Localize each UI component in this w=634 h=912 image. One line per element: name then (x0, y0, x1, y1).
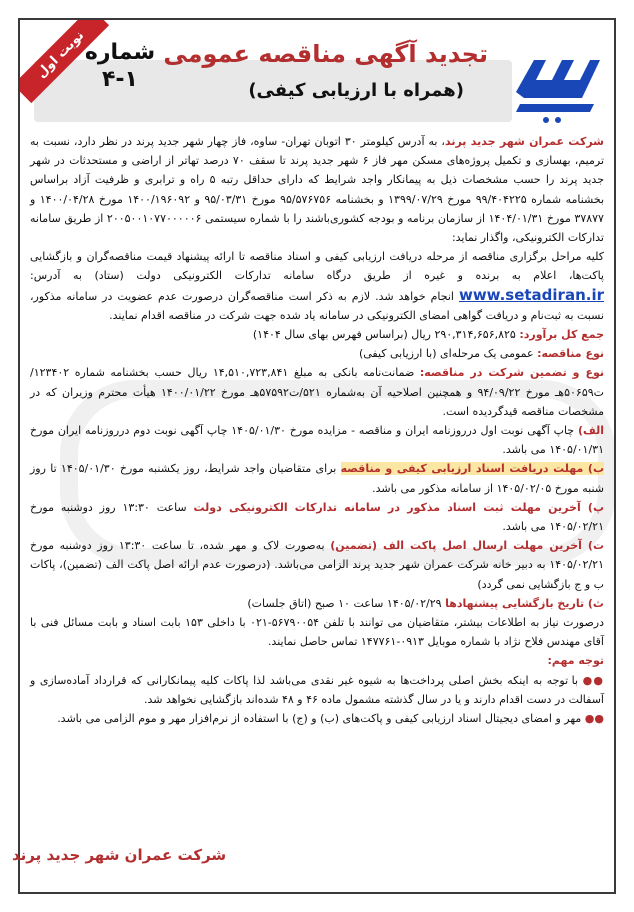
item-a-text: چاپ آگهی نوبت اول درروزنامه ایران و مناقصه - مزایده مورخ ۱۴۰۵/۰۱/۳۰ چاپ آگهی نوبت دوم درروزنامه ایران مورخ ۱۴۰۵/۰۱/۳۱ می باشد. (30, 424, 604, 457)
type-label: نوع مناقصه: (537, 347, 604, 361)
bullet-icon: ●● (584, 712, 604, 726)
number-label: شماره (84, 40, 156, 65)
signature: شرکت عمران شهر جدید پرند (12, 846, 227, 864)
estimate-label: جمع کل برآورد: (519, 328, 604, 342)
note-2-text: مهر و امضای دیجیتال اسناد ارزیابی کیفی و پاکت‌های (ب) و (ج) با استفاده از نرم‌افزار مهر و موم الزامی می باشد. (57, 712, 582, 726)
estimate-value: ۲۹۰,۳۱۴,۶۵۶,۸۲۵ ریال (براساس فهرس بهای سال ۱۴۰۴) (252, 328, 516, 342)
paragraph-intro (30, 132, 604, 247)
item-t (30, 536, 604, 594)
setad-website-link[interactable]: www.setadiran.ir (458, 285, 604, 304)
notice-number (76, 40, 164, 92)
advertisement-frame (18, 18, 616, 894)
bullet-icon: ●● (582, 673, 604, 687)
note-label: توجه مهم: (547, 654, 604, 668)
number-value: ۴-۱ (102, 67, 138, 92)
procedure-text-b: انجام خواهد شد. لازم به ذکر است مناقصه‌گران درصورت عدم عضویت در سامانه مذکور، نسبت به ثبت‌نام و دریافت گواهی امضای الکترونیکی در سامانه یاد شده جهت شرکت در مناقصه اقدام نمایند. (30, 289, 604, 322)
item-b-text: برای متقاضیان واجد شرایط، روز یکشنبه مورخ ۱۴۰۵/۰۱/۳۰ تا روز شنبه مورخ ۱۴۰۵/۰۲/۰۵ از سامانه مذکور می باشد. (30, 462, 604, 495)
page-title: تجدید آگهی مناقصه عمومی (163, 40, 488, 68)
item-a (30, 421, 604, 459)
guarantee-label: نوع و تضمین شرکت در مناقصه: (419, 366, 604, 380)
item-b-label: ب) مهلت دریافت اسناد ارزیابی کیفی و مناقصه (340, 462, 604, 476)
guarantee-value: ضمانت‌نامه بانکی به مبلغ ۱۴,۵۱۰,۷۲۳,۸۴۱ ریال حسب بخشنامه شماره ۱۲۳۴۰۲/ت۵۰۶۵۹هـ مورخ ۹۴/۰۹/۲۲ و همچنین اصلاحیه آن به‌شماره ۵۲۱/ت۵۷۵۹۲هـ مورخ ۱۴۰۰/۰۱/۲۲ هیأت محترم وزیران که در مشخصات مناقصه قیدگردیده است. (30, 366, 604, 418)
item-a-label: الف) (577, 424, 604, 438)
item-p (30, 498, 604, 536)
item-th-label: ث) تاریخ بازگشایی پیشنهادها (445, 596, 604, 610)
ribbon-first-print: نوبت اول (18, 18, 109, 103)
header (20, 20, 614, 132)
organization-name: شرکت عمران شهر جدید پرند (444, 135, 604, 148)
procedure-text-a: کلیه مراحل برگزاری مناقصه از مرحله دریافت ارزیابی کیفی و اسناد مناقصه تا ارائه پیشنهاد قیمت مناقصه‌گران و بازگشایی پاکت‌ها، اعلام به برنده و غیره از طریق درگاه سامانه تدارکات الکترونیکی دولت (ستاد) به آدرس: (30, 250, 604, 283)
paragraph-procedure (30, 247, 604, 325)
contact-paragraph: درصورت نیاز به اطلاعات بیشتر، متقاضیان می توانند با تلفن ۵۶۷۹۰۰۵۴-۰۲۱ با داخلی ۱۵۳ بابت اسناد و بابت مسائل فنی با آقای مهندس فلاح نژاد با شماره موبایل ۰۹۱۳-۱۴۷۷۶۱ تماس حاصل نمایند. (30, 616, 605, 649)
item-b (30, 459, 604, 497)
parand-logo-mark-icon (506, 40, 606, 126)
type-value: عمومی یک مرحله‌ای (با ارزیابی کیفی) (358, 347, 534, 361)
intro-text: ، به آدرس کیلومتر ۳۰ اتوبان تهران- ساوه، فاز چهار شهر جدید پرند در نظر دارد، نسبت به ترمیم، بهسازی و تکمیل پروژه‌های مسکن مهر فاز ۶ شهر جدید پرند تا سقف ۷۰ درصد تهاتر از اراضی و مستحدثات در شهر جدید پرند را حسب مشخصات ذیل به پیمانکار واجد شرایط که دارای حداقل رتبه ۵ راه و ترابری و ظرفیت آزاد براساس بخشنامه شماره ۹۹/۴۰۴۲۲۵ مورخ ۱۳۹۹/۰۷/۲۹ و بخشنامه ۹۵/۵۷۶۷۵۶ مورخ ۹۵/۰۳/۳۱ و ۱۴۰۰/۱۹۶۰۹۲ مورخ ۱۴۰۰/۰۴/۲۸ و ۳۷۸۷۷ مورخ ۱۴۰۴/۰۱/۳۱ از سازمان برنامه و بودجه کشوری‌باشند را با شماره سیستمی ۲۰۰۵۰۰۱۰۷۷۰۰۰۰۰۶ از طریق سامانه تدارکات الکترونیکی، واگذار نماید: (30, 135, 605, 245)
type-row (30, 344, 604, 363)
note-1 (30, 671, 604, 709)
item-t-text: به‌صورت لاک و مهر شده، تا ساعت ۱۳:۳۰ روز دوشنبه مورخ ۱۴۰۵/۰۲/۲۱ به دبیر خانه شرکت عمران شهر جدید پرند الزامی می‌باشد. (درصورت عدم ارائه اصل پاکت الف (تضمین)، پاکات ب و ج بازگشایی نمی گردد) (30, 539, 604, 591)
item-t-label: ت) آخرین مهلت ارسال اصل پاکت الف (تضمین) (330, 539, 604, 553)
estimate-row (30, 325, 604, 344)
notice-body (30, 132, 604, 728)
item-th (30, 594, 604, 613)
item-p-text: ساعت ۱۳:۳۰ روز دوشنبه مورخ ۱۴۰۵/۰۲/۲۱ می باشد. (30, 500, 604, 534)
note-1-text: با توجه به اینکه بخش اصلی پرداخت‌ها به شیوه غیر نقدی می‌باشد لذا پاکات کلیه پیمانکارانی که قرارداد آماده‌سازی و آسفالت در دست اقدام دارند و یا در سال گذشته مشمول ماده ۴۶ و ۴۸ شده‌اند بازگشایی نخواهد شد. (30, 673, 604, 706)
parand-logo (506, 40, 606, 126)
item-p-label: پ) آخرین مهلت ثبت اسناد مذکور در سامانه تدارکات الکترونیکی دولت (193, 500, 605, 514)
item-th-text: ۱۴۰۵/۰۲/۲۹ ساعت ۱۰ صبح (اتاق جلسات) (247, 596, 442, 610)
note-2 (30, 709, 604, 728)
page-subtitle: (همراه با ارزیابی کیفی) (248, 80, 464, 101)
guarantee-row (30, 363, 604, 421)
